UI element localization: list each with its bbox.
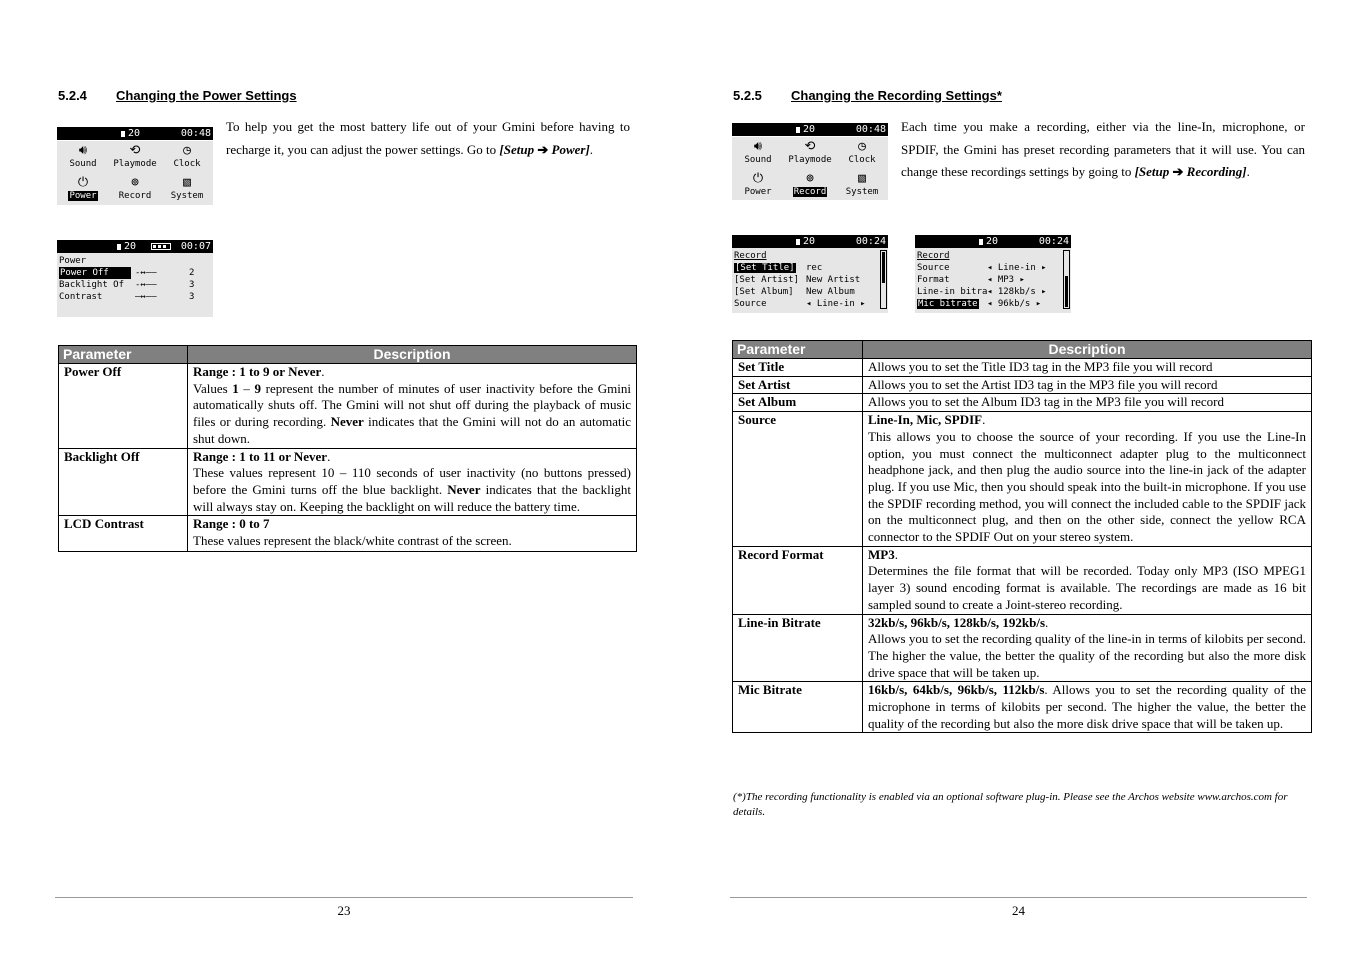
menu-grid <box>57 141 213 205</box>
page-23 <box>0 0 675 954</box>
device-record-screen-1 <box>732 235 888 313</box>
parameter-description: Allows you to set the Title ID3 tag in the MP3 file you will record <box>863 359 1312 377</box>
mic-bitrate-row: Mic bitrate ◂ 96kb/s ▸ <box>918 299 1042 309</box>
power-icon: ⏻ <box>77 175 89 190</box>
column-header-description: Description <box>863 341 1312 359</box>
table-row <box>733 359 1312 377</box>
recording-intro-paragraph: Each time you make a recording, either via the line-In, microphone, or SPDIF, the Gmini has preset recording parameters that it will use. You can change these recordings settings by going to [Setup ➔ Recording]. <box>901 119 1305 179</box>
slider-icon: -↔—— <box>135 280 157 290</box>
speaker-icon <box>796 239 801 245</box>
page-number: 23 <box>337 903 351 918</box>
slider-icon: —↔—— <box>135 292 157 302</box>
arrow-right-icon: ➔ <box>537 141 549 157</box>
page-number: 24 <box>1012 903 1025 918</box>
parameter-description: Range : 1 to 9 or Never. Values 1 – 9 represent the number of minutes of user inactivity before the Gmini automatically shuts off. The Gmini will not shut off during the playback of music files or during recording. Never indicates that the Gmini will not do an automatic shut down. <box>188 364 637 449</box>
contrast-row: Contrast —↔—— 3 <box>59 292 195 302</box>
status-bar <box>732 123 888 136</box>
table-row <box>59 364 637 449</box>
clock-readout: 00:24 <box>1038 236 1069 247</box>
device-menu-screen <box>57 127 213 205</box>
menu-item-sound: 🔊︎ Sound <box>732 137 784 169</box>
status-bar <box>57 240 213 253</box>
volume-indicator: 20 <box>121 127 140 140</box>
parameter-description: 16kb/s, 64kb/s, 96kb/s, 112kb/s. Allows you to set the recording quality of the microphone in terms of kilobits per second. The higher the value, the better the quality of the recording but also the more disk drive space that will be taken up. <box>863 682 1312 733</box>
menu-item-clock: ◷ Clock <box>161 141 213 173</box>
menu-item-system: ▧ System <box>161 173 213 205</box>
parameter-description: Allows you to set the Album ID3 tag in the MP3 file you will record <box>863 394 1312 412</box>
device-menu-screen <box>732 123 888 200</box>
clock-readout: 00:48 <box>180 128 211 139</box>
power-intro-paragraph: To help you get the most battery life out of your Gmini before having to recharge it, you can adjust the power settings. Go to [Setup ➔ Power]. <box>226 119 630 157</box>
device-record-screen-2 <box>915 235 1071 313</box>
clock-icon: ◷ <box>858 139 866 154</box>
table-row <box>59 448 637 516</box>
parameter-name: Source <box>733 412 863 547</box>
speaker-icon <box>979 239 984 245</box>
parameter-name: Mic Bitrate <box>733 682 863 733</box>
backlight-off-row: Backlight Of -↔—— 3 <box>59 280 195 290</box>
menu-item-system: ▧ System <box>836 169 888 200</box>
slider-icon: -↔—— <box>135 268 157 278</box>
battery-icon <box>151 243 171 250</box>
footer-divider <box>730 897 1307 898</box>
record-settings-list <box>917 250 1059 310</box>
menu-item-record: ⊚ Record <box>784 169 836 200</box>
record-icon: ⊚ <box>131 175 139 190</box>
set-album-row: [Set Album] New Album <box>734 287 855 297</box>
recording-parameter-table <box>732 340 1312 733</box>
column-header-parameter: Parameter <box>59 346 188 364</box>
clock-icon: ◷ <box>183 143 191 158</box>
column-header-description: Description <box>188 346 637 364</box>
power-off-row: Power Off -↔—— 2 <box>60 268 195 278</box>
volume-indicator: 20 <box>796 235 815 248</box>
scrollbar <box>880 250 887 309</box>
menu-item-playmode: ⟲ Playmode <box>109 141 161 173</box>
playmode-icon: ⟲ <box>129 143 141 158</box>
menu-item-sound: 🔊︎ Sound <box>57 141 109 173</box>
parameter-description: Line-In, Mic, SPDIF. This allows you to choose the source of your recording. If you use the Line-In option, you must connect the multiconnect adapter plug to the multiconnect headphone jack, and then plug the audio source into the line-in jack of the adapter plug. If you use Mic, then you should speak into the built-in microphone. If you use the SPDIF recording method, you will connect the included cable to the SPDIF jack on the multiconnect plug, and then on the other side, connect the yellow RCA connector to the SPDIF Out on your stereo system. <box>863 412 1312 547</box>
menu-grid <box>732 137 888 200</box>
section-number: 5.2.5 <box>733 88 762 103</box>
clock-readout: 00:07 <box>180 241 211 252</box>
power-parameter-table <box>58 345 637 552</box>
menu-item-power: ⏻ Power <box>732 169 784 200</box>
speaker-icon <box>117 244 122 250</box>
speaker-icon <box>121 131 126 137</box>
source-row: Source ◂ Line-in ▸ <box>917 263 1047 273</box>
line-in-bitrate-row: Line-in bitra ◂ 128kb/s ▸ <box>917 287 1047 297</box>
parameter-name: Power Off <box>59 364 188 449</box>
section-number: 5.2.4 <box>58 88 87 103</box>
power-settings-list <box>59 255 211 303</box>
clock-readout: 00:24 <box>855 236 886 247</box>
device-power-screen <box>57 240 213 317</box>
parameter-description: MP3. Determines the file format that will be recorded. Today only MP3 (ISO MPEG1 layer 3) sound encoding format is available. The recordings are made as 16 bit sampled sound to create a Joint-stereo recording. <box>863 546 1312 614</box>
volume-indicator: 20 <box>979 235 998 248</box>
parameter-name: Line-in Bitrate <box>733 614 863 682</box>
table-row <box>733 546 1312 614</box>
section-title: Changing the Power Settings <box>116 88 297 103</box>
parameter-name: Record Format <box>733 546 863 614</box>
footnote: (*)The recording functionality is enabled via an optional software plug-in. Please see the Archos website www.archos.com for details. <box>733 791 1288 818</box>
section-title: Changing the Recording Settings* <box>791 88 1002 103</box>
parameter-description: 32kb/s, 96kb/s, 128kb/s, 192kb/s. Allows you to set the recording quality of the line-in in terms of kilobits per second. The higher the value, the better the quality of the recording but also the more disk drive space that will be taken up. <box>863 614 1312 682</box>
menu-item-playmode: ⟲ Playmode <box>784 137 836 169</box>
table-row <box>733 376 1312 394</box>
set-title-row: [Set Title] rec <box>735 263 823 273</box>
parameter-name: Backlight Off <box>59 448 188 516</box>
column-header-parameter: Parameter <box>733 341 863 359</box>
parameter-description: Range : 0 to 7 These values represent the black/white contrast of the screen. <box>188 516 637 551</box>
table-row <box>733 412 1312 547</box>
menu-item-power: ⏻ Power <box>57 173 109 205</box>
source-row: Source ◂ Line-in ▸ <box>734 299 866 309</box>
parameter-name: LCD Contrast <box>59 516 188 551</box>
parameter-description: Allows you to set the Artist ID3 tag in the MP3 file you will record <box>863 376 1312 394</box>
set-artist-row: [Set Artist] New Artist <box>734 275 861 285</box>
clock-readout: 00:48 <box>855 124 886 135</box>
speaker-icon <box>796 127 801 133</box>
screen-title: Record <box>917 251 950 261</box>
playmode-icon: ⟲ <box>804 139 816 154</box>
footer-divider <box>55 897 633 898</box>
speaker-icon: 🔊︎ <box>78 143 88 158</box>
parameter-name: Set Artist <box>733 376 863 394</box>
table-row <box>733 614 1312 682</box>
arrow-right-icon: ➔ <box>1172 164 1184 179</box>
status-bar <box>732 235 888 248</box>
screen-title: Power <box>59 256 87 266</box>
record-settings-list <box>734 250 876 310</box>
table-row <box>733 682 1312 733</box>
menu-item-clock: ◷ Clock <box>836 137 888 169</box>
parameter-name: Set Title <box>733 359 863 377</box>
page-24 <box>675 0 1351 954</box>
system-icon: ▧ <box>183 175 191 190</box>
status-bar <box>915 235 1071 248</box>
volume-indicator: 20 <box>796 123 815 136</box>
format-row: Format ◂ MP3 ▸ <box>917 275 1025 285</box>
volume-indicator: 20 <box>117 240 136 253</box>
screen-title: Record <box>734 251 767 261</box>
record-icon: ⊚ <box>806 171 814 186</box>
menu-item-record: ⊚ Record <box>109 173 161 205</box>
speaker-icon: 🔊︎ <box>753 139 763 154</box>
parameter-description: Range : 1 to 11 or Never. These values represent 10 – 110 seconds of user inactivity (no buttons pressed) before the Gmini turns off the blue backlight. Never indicates that the backlight will always stay on. Keeping the backlight on will reduce the battery time. <box>188 448 637 516</box>
status-bar <box>57 127 213 140</box>
power-icon: ⏻ <box>752 171 764 186</box>
scrollbar <box>1063 250 1070 309</box>
parameter-name: Set Album <box>733 394 863 412</box>
system-icon: ▧ <box>858 171 866 186</box>
table-row <box>733 394 1312 412</box>
table-row <box>59 516 637 551</box>
